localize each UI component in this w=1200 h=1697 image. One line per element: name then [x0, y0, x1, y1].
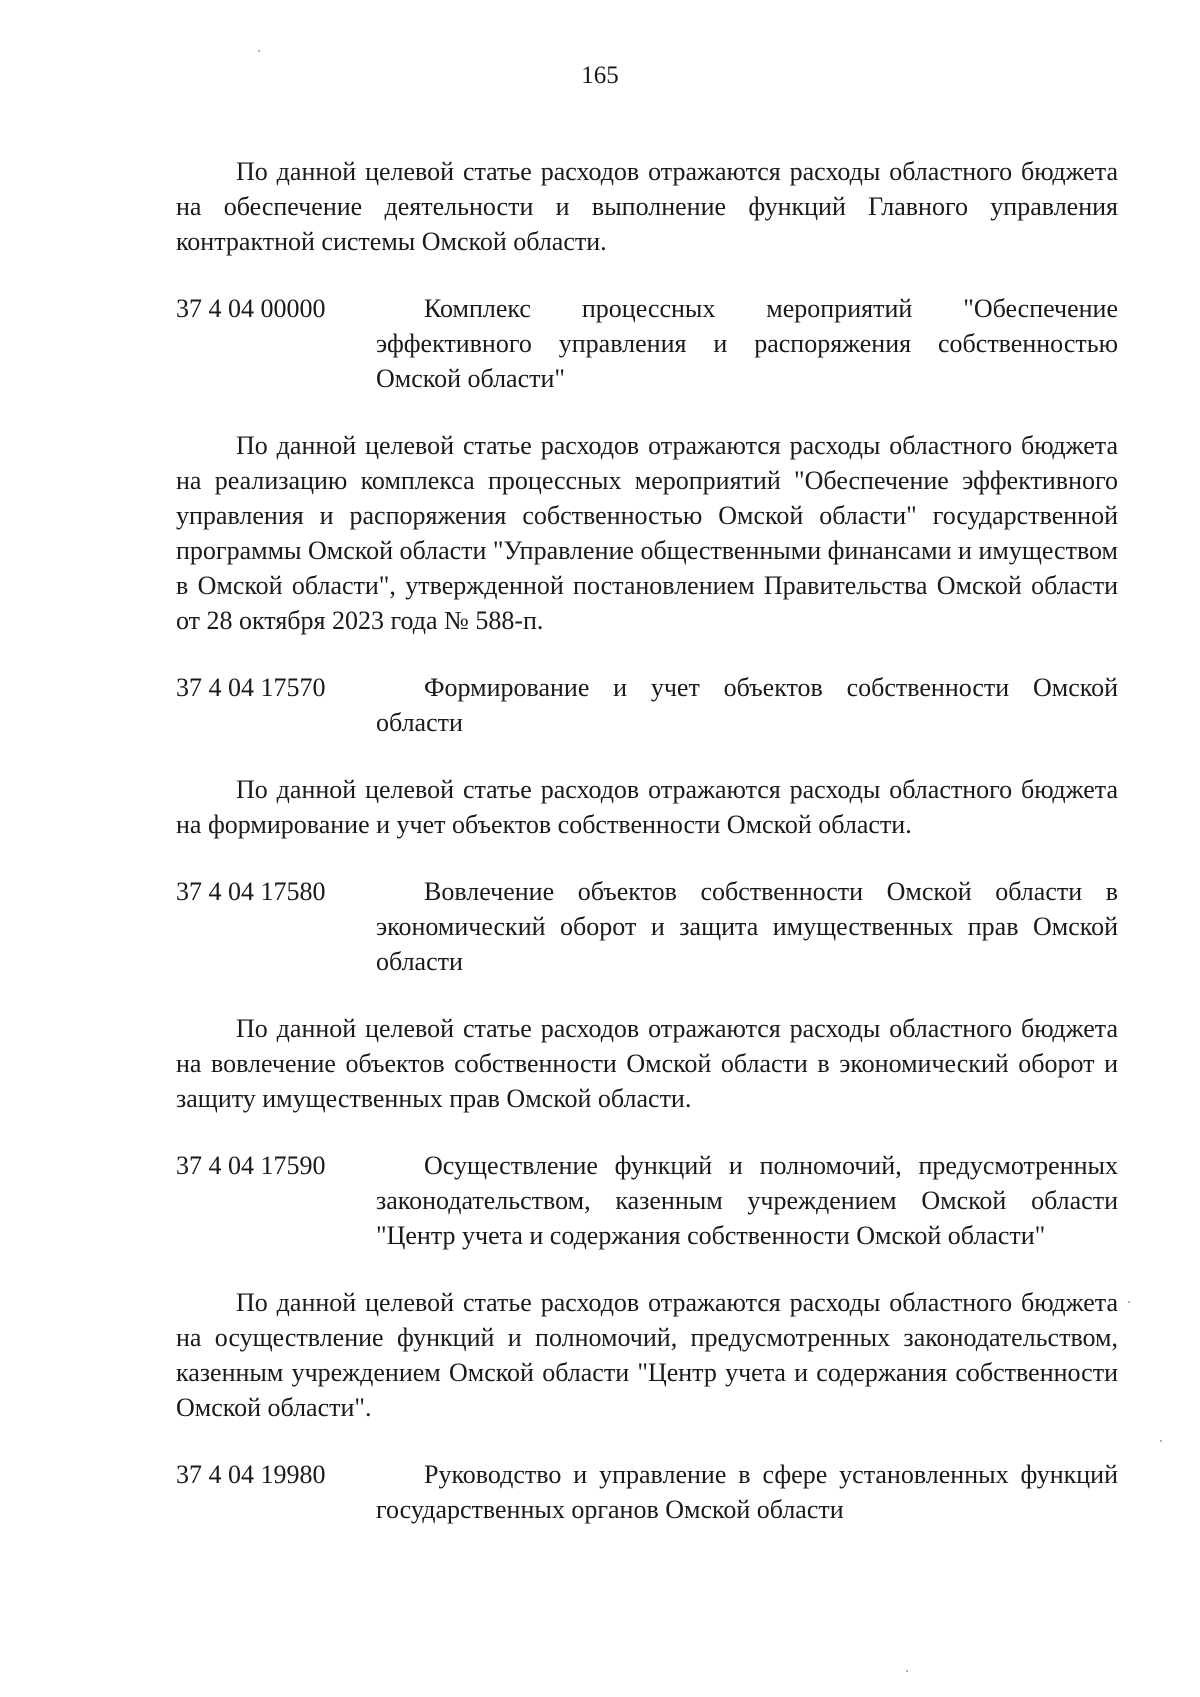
budget-item-entry: [176, 1457, 1118, 1527]
paragraph: По данной целевой статье расходов отражаются расходы областного бюджета на обеспечение деятельности и выполнение функций Главного управления контрактной системы Омской области.: [176, 157, 1118, 256]
budget-item-code: 37 4 04 17570: [176, 673, 326, 702]
scan-speck: [906, 1670, 908, 1672]
budget-item-entry: [176, 874, 1118, 979]
budget-item-title: Руководство и управление в сфере установленных функций государственных органов Омской области: [376, 1460, 1118, 1524]
budget-item-title: Осуществление функций и полномочий, предусмотренных законодательством, казенным учреждением Омской области "Центр учета и содержания собственности Омской области": [376, 1151, 1118, 1250]
page-number: 165: [581, 62, 619, 89]
paragraph: По данной целевой статье расходов отражаются расходы областного бюджета на формирование и учет объектов собственности Омской области.: [176, 775, 1118, 839]
paragraph: По данной целевой статье расходов отражаются расходы областного бюджета на осуществление функций и полномочий, предусмотренных законодательством, казенным учреждением Омской области "Центр учета и содержания собственности Омской области".: [176, 1288, 1118, 1422]
budget-item-code: 37 4 04 17590: [176, 1151, 326, 1180]
budget-item-entry: [176, 291, 1118, 396]
budget-item-title: Формирование и учет объектов собственности Омской области: [376, 673, 1118, 737]
scan-speck: [1128, 1301, 1130, 1303]
budget-item-entry: [176, 1148, 1118, 1253]
paragraph: По данной целевой статье расходов отражаются расходы областного бюджета на реализацию комплекса процессных мероприятий "Обеспечение эффективного управления и распоряжения собственностью Омской области" государственной программы Омской области "Управление общественными финансами и имуществом в Омской области", утвержденной постановлением Правительства Омской области от 28 октября 2023 года № 588-п.: [176, 431, 1118, 635]
budget-item-code: 37 4 04 19980: [176, 1460, 326, 1489]
paragraph: По данной целевой статье расходов отражаются расходы областного бюджета на вовлечение объектов собственности Омской области в экономический оборот и защиту имущественных прав Омской области.: [176, 1014, 1118, 1113]
budget-item-title: Вовлечение объектов собственности Омской области в экономический оборот и защита имущественных прав Омской области: [376, 877, 1118, 976]
budget-item-code: 37 4 04 00000: [176, 294, 326, 323]
scan-speck: [258, 50, 260, 52]
budget-item-code: 37 4 04 17580: [176, 877, 326, 906]
document-body: [176, 154, 1118, 1527]
scan-speck: [1160, 1440, 1162, 1442]
budget-item-entry: [176, 670, 1118, 740]
budget-item-title: Комплекс процессных мероприятий "Обеспечение эффективного управления и распоряжения собственностью Омской области": [376, 294, 1118, 393]
